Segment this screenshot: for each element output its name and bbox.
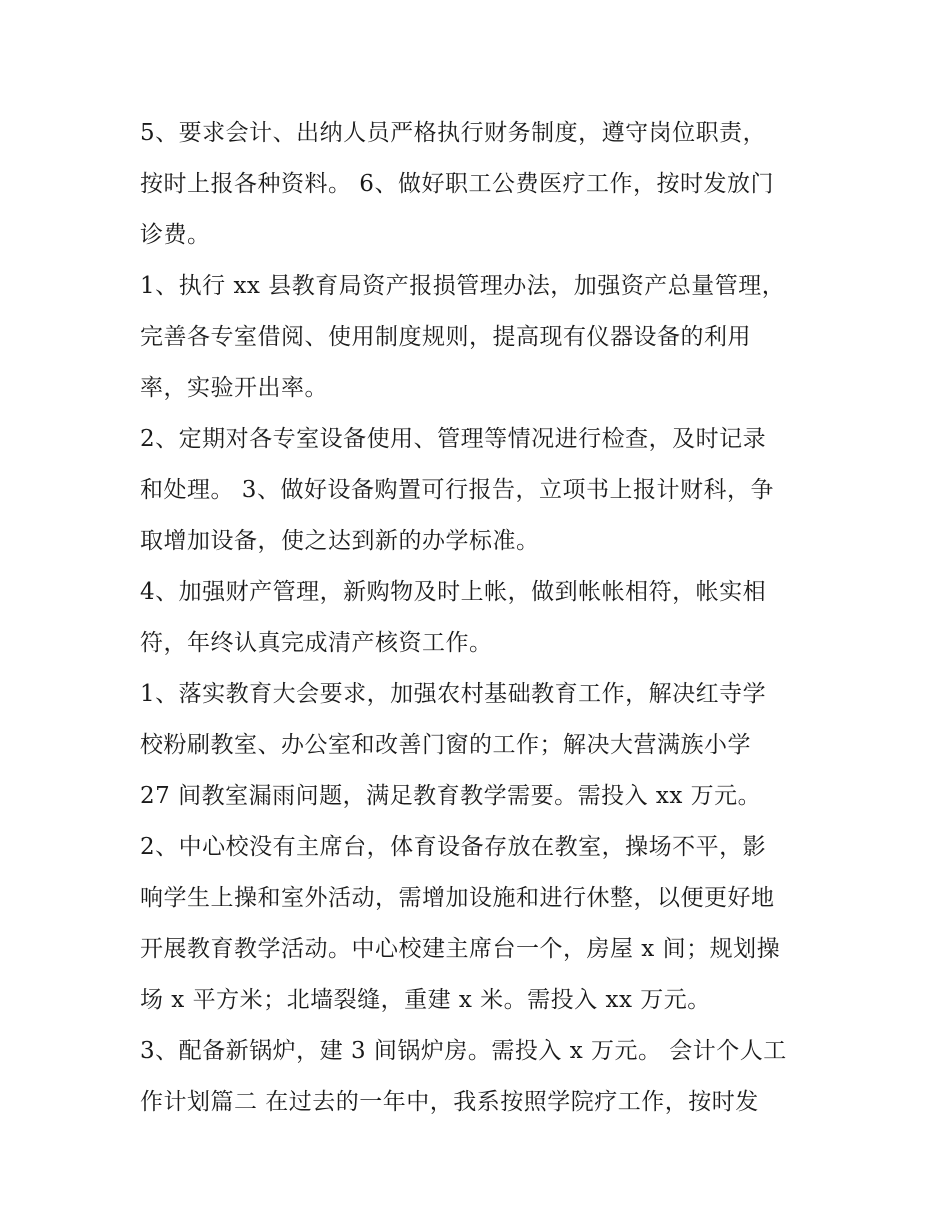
text-line: 27 间教室漏雨问题，满足教育教学需要。需投入 xx 万元。: [140, 783, 762, 809]
text-line: 5、要求会计、出纳人员严格执行财务制度，遵守岗位职责，: [140, 120, 767, 146]
text-line: 1、落实教育大会要求，加强农村基础教育工作，解决红寺学: [140, 681, 767, 707]
text-line: 按时上报各种资料。 6、做好职工公费医疗工作，按时发放门: [140, 171, 774, 197]
text-line: 响学生上操和室外活动，需增加设施和进行休整，以便更好地: [140, 885, 775, 911]
text-line: 符，年终认真完成清产核资工作。: [140, 630, 493, 656]
text-line: 完善各专室借阅、使用制度规则，提高现有仪器设备的利用: [140, 324, 751, 350]
text-line: 2、中心校没有主席台，体育设备存放在教室，操场不平，影: [140, 834, 767, 860]
text-line: 诊费。: [140, 222, 211, 248]
text-line: 率，实验开出率。: [140, 375, 328, 401]
text-line: 校粉刷教室、办公室和改善门窗的工作；解决大营满族小学: [140, 732, 751, 758]
text-line: 取增加设备，使之达到新的办学标准。: [140, 528, 540, 554]
document-body: [140, 108, 820, 1128]
text-line: 场 x 平方米；北墙裂缝，重建 x 米。需投入 xx 万元。: [140, 987, 711, 1013]
text-line: 开展教育教学活动。中心校建主席台一个，房屋 x 间；规划操: [140, 936, 781, 962]
text-line: 和处理。 3、做好设备购置可行报告，立项书上报计财科，争: [140, 477, 774, 503]
text-line: 4、加强财产管理，新购物及时上帐，做到帐帐相符，帐实相: [140, 579, 767, 605]
text-line: 2、定期对各专室设备使用、管理等情况进行检查，及时记录: [140, 426, 767, 452]
text-line: 3、配备新锅炉，建 3 间锅炉房。需投入 x 万元。 会计个人工: [140, 1038, 787, 1064]
text-line: 作计划篇二 在过去的一年中，我系按照学院疗工作，按时发: [140, 1089, 759, 1115]
text-line: 1、执行 xx 县教育局资产报损管理办法，加强资产总量管理，: [140, 273, 786, 299]
